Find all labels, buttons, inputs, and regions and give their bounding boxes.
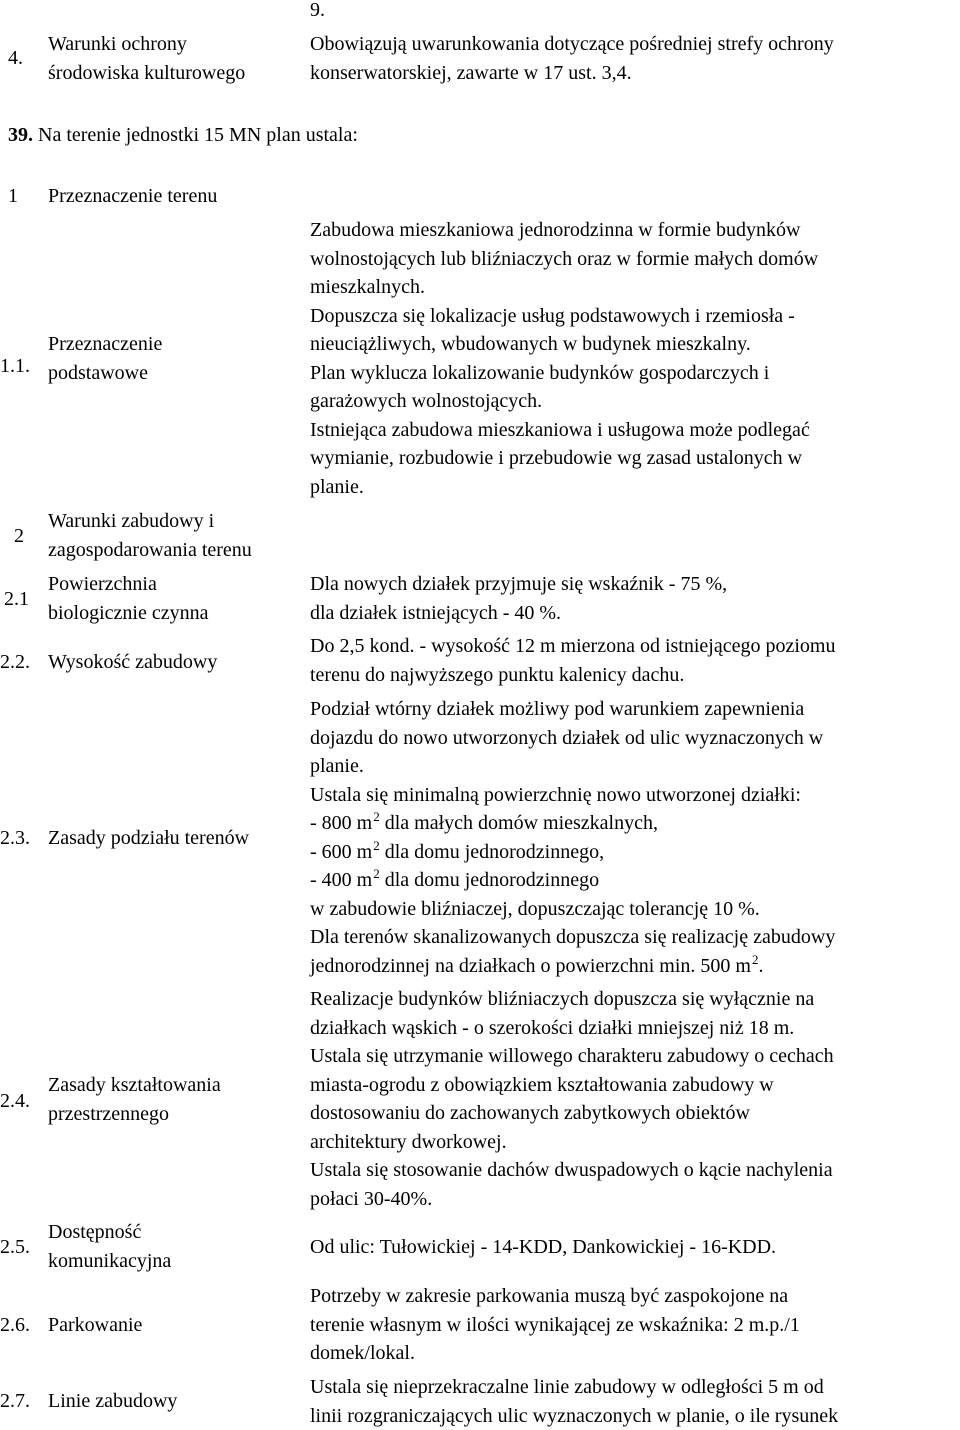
content-2-2 [310, 632, 958, 689]
row-number: 2.4. [0, 1090, 30, 1112]
content-2-5 [310, 1233, 958, 1262]
row-content [310, 30, 958, 87]
content-number: 9. [310, 0, 325, 21]
content-line: terenu do najwyższego punktu kalenicy dachu. [310, 663, 685, 686]
content-line: planie. [310, 475, 364, 498]
row-number: 2 [14, 525, 24, 547]
row-label: Parkowanie [48, 1314, 143, 1336]
content-line: wolnostojących lub bliźniaczych oraz w formie małych domów [310, 247, 819, 270]
content-line: Ustala się nieprzekraczalne linie zabudowy w odległości 5 m od [310, 1376, 824, 1398]
content-line: Podział wtórny działek możliwy pod warunkiem zapewnienia [310, 698, 805, 720]
row-number: 2.7. [0, 1390, 30, 1412]
content-line: nieuciążliwych, wbudowanych w budynek mieszkalny. [310, 333, 751, 355]
row-number: 1.1. [0, 355, 30, 377]
label-line: podstawowe [48, 361, 148, 384]
content-line: architektury dworkowej. [310, 1130, 507, 1153]
row-label [48, 507, 252, 564]
row-number: 2.6. [0, 1314, 30, 1336]
content-line: Dla nowych działek przyjmuje się wskaźnik - 75 %, [310, 573, 728, 595]
content-line: Dopuszcza się lokalizacje usług podstawowych i rzemiosła - [310, 304, 795, 327]
label-line: przestrzennego [48, 1102, 170, 1125]
content-line: Obowiązują uwarunkowania dotyczące pośredniej strefy ochrony [310, 33, 834, 55]
row-label: Przeznaczenie terenu [48, 185, 218, 207]
section-number: 39. [8, 124, 33, 146]
content-line: wymianie, rozbudowie i przebudowie wg zasad ustalonych w [310, 447, 803, 469]
content-line: Realizacje budynków bliźniaczych dopuszcza się wyłącznie na [310, 988, 815, 1010]
label-line: środowiska kulturowego [48, 61, 246, 84]
row-label [48, 570, 209, 627]
content-2-3 [310, 695, 958, 980]
label-line: biologicznie czynna [48, 601, 209, 624]
content-line: Ustala się minimalną powierzchnię nowo utworzonej działki: [310, 783, 801, 806]
content-line: Ustala się stosowanie dachów dwuspadowych o kącie nachylenia [310, 1159, 833, 1181]
row-label: Zasady podziału terenów [48, 827, 250, 849]
section-text: Na terenie jednostki 15 MN plan ustala: [33, 124, 358, 146]
row-number: 2.5. [0, 1236, 30, 1258]
content-line: planie. [310, 755, 364, 777]
content-line: działkach wąskich - o szerokości działki mniejszej niż 18 m. [310, 1016, 795, 1039]
content-line: mieszkalnych. [310, 276, 425, 298]
content-line: garażowych wolnostojących. [310, 390, 543, 412]
row-label: Wysokość zabudowy [48, 651, 218, 673]
content-line: Dla terenów skanalizowanych dopuszcza się realizację zabudowy [310, 926, 836, 948]
content-line: Plan wyklucza lokalizowanie budynków gospodarczych i [310, 361, 770, 384]
label-line: Zasady kształtowania [48, 1074, 221, 1096]
label-line: Warunki zabudowy i [48, 510, 215, 532]
lot-size-item: - 400 $m^2$ dla domu jednorodzinnego [310, 866, 600, 891]
row-number: 1 [8, 185, 18, 207]
label-line: zagospodarowania terenu [48, 538, 252, 561]
row-label [48, 30, 245, 87]
lot-size-item: - 600 $m^2$ dla domu jednorodzinnego, [310, 837, 605, 863]
content-2-6 [310, 1282, 958, 1368]
content-1-1 [310, 216, 958, 501]
content-line: jednorodzinnej na działkach o powierzchni min. 500 $m^2$. [310, 951, 764, 977]
content-line: domek/lokal. [310, 1342, 415, 1364]
content-line: Istniejąca zabudowa mieszkaniowa i usługowa może podlegać [310, 418, 810, 441]
lot-size-item: - 800 $m^2$ dla małych domów mieszkalnych, [310, 809, 658, 834]
row-number: 2.3. [0, 827, 30, 849]
content-line: w zabudowie bliźniaczej, dopuszczając tolerancję 10 %. [310, 897, 760, 920]
row-label [48, 1218, 171, 1275]
content-line: Od ulic: Tułowickiej - 14-KDD, Dankowickiej - 16-KDD. [310, 1236, 777, 1258]
content-line: konserwatorskiej, zawarte w 17 ust. 3,4. [310, 61, 632, 84]
content-2-4 [310, 985, 958, 1213]
row-number: 2.2. [0, 651, 30, 673]
content-line: dostosowaniu do zachowanych zabytkowych obiektów [310, 1102, 750, 1124]
label-line: Powierzchnia [48, 573, 157, 595]
content-line: Potrzeby w zakresie parkowania muszą być zaspokojone na [310, 1285, 789, 1307]
content-line: miasta-ogrodu z obowiązkiem kształtowania zabudowy w [310, 1073, 774, 1096]
content-line: połaci 30-40%. [310, 1187, 433, 1210]
content-line: linii rozgraniczających ulic wyznaczonych w planie, o ile rysunek [310, 1404, 839, 1427]
content-line: Ustala się utrzymanie willowego charakteru zabudowy o cechach [310, 1045, 834, 1067]
row-label [48, 1071, 221, 1128]
content-2-7 [310, 1373, 958, 1430]
content-line: Zabudowa mieszkaniowa jednorodzinna w formie budynków [310, 219, 801, 241]
label-line: Dostępność [48, 1221, 142, 1243]
row-number: 2.1 [4, 588, 29, 610]
row-number: 4. [8, 47, 23, 69]
content-line: dojazdu do nowo utworzonych działek od ulic wyznaczonych w [310, 726, 824, 749]
label-line: Przeznaczenie [48, 333, 163, 355]
content-line: Do 2,5 kond. - wysokość 12 m mierzona od istniejącego poziomu [310, 635, 836, 657]
label-line: komunikacyjna [48, 1249, 172, 1272]
label-line: Warunki ochrony [48, 33, 187, 55]
section-heading [8, 121, 358, 150]
row-label: Linie zabudowy [48, 1390, 178, 1412]
content-line: dla działek istniejących - 40 %. [310, 601, 562, 624]
row-label [48, 330, 162, 387]
content-line: terenie własnym w ilości wynikającej ze wskaźnika: 2 m.p./1 [310, 1313, 800, 1336]
content-2-1 [310, 570, 958, 627]
